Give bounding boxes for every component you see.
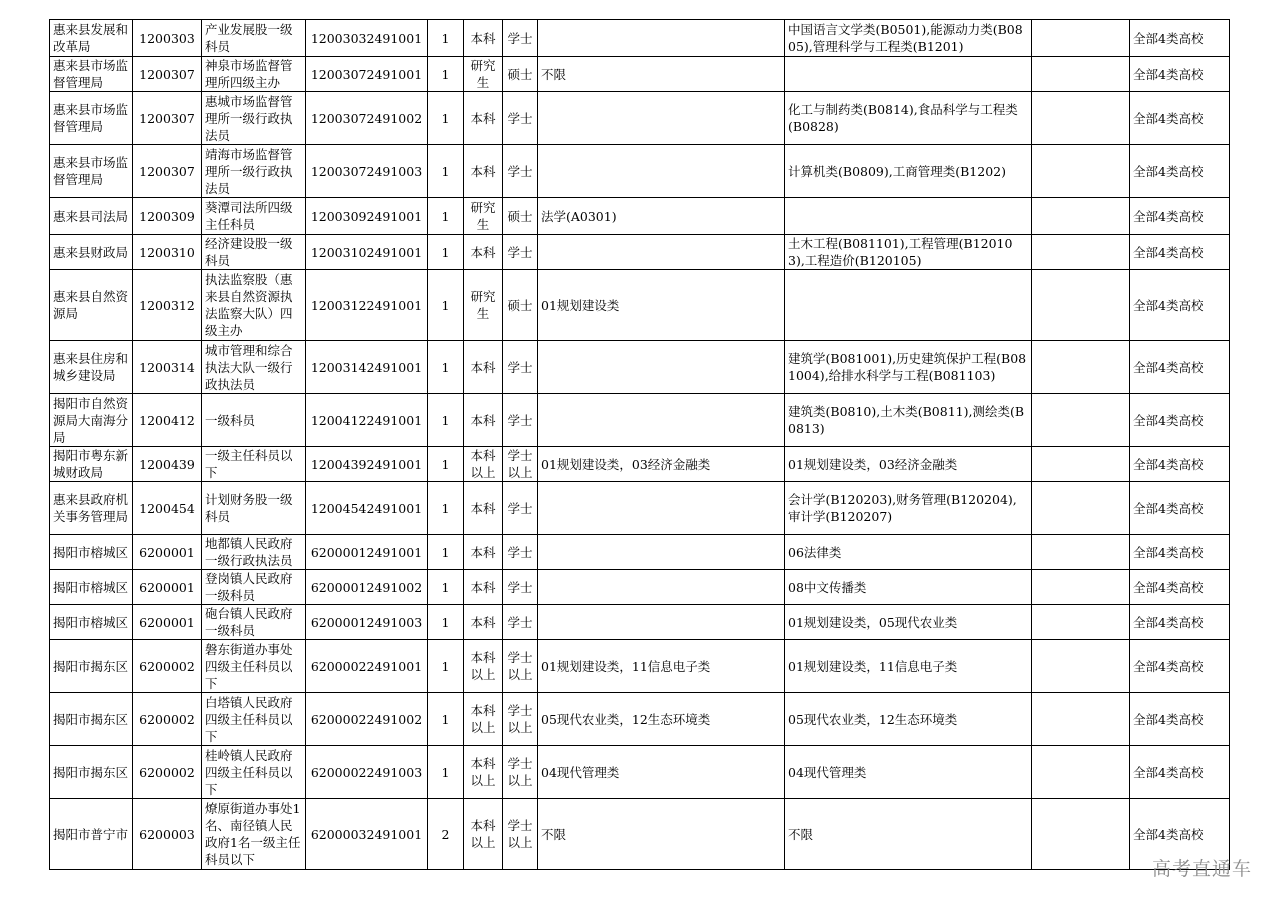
school-cell: 全部4类高校 bbox=[1130, 20, 1230, 57]
school-cell: 全部4类高校 bbox=[1130, 570, 1230, 605]
position-cell: 惠城市场监督管理所一级行政执法员 bbox=[202, 92, 306, 145]
dept-cell: 惠来县住房和城乡建设局 bbox=[50, 341, 133, 394]
undergrad-major-cell: 不限 bbox=[785, 799, 1032, 870]
undergrad-major-cell: 会计学(B120203),财务管理(B120204),审计学(B120207) bbox=[785, 482, 1032, 535]
graduate-major-cell: 法学(A0301) bbox=[538, 198, 785, 235]
dept-cell: 惠来县司法局 bbox=[50, 198, 133, 235]
other-cell bbox=[1032, 198, 1130, 235]
education-cell: 本科 bbox=[464, 570, 503, 605]
graduate-major-cell: 05现代农业类，12生态环境类 bbox=[538, 693, 785, 746]
degree-cell: 学士以上 bbox=[503, 799, 538, 870]
other-cell bbox=[1032, 270, 1130, 341]
position-code-cell: 12003142491001 bbox=[306, 341, 428, 394]
school-cell: 全部4类高校 bbox=[1130, 270, 1230, 341]
code-cell: 1200303 bbox=[133, 20, 202, 57]
other-cell bbox=[1032, 605, 1130, 640]
undergrad-major-cell: 04现代管理类 bbox=[785, 746, 1032, 799]
graduate-major-cell: 不限 bbox=[538, 57, 785, 92]
degree-cell: 学士以上 bbox=[503, 693, 538, 746]
school-cell: 全部4类高校 bbox=[1130, 693, 1230, 746]
other-cell bbox=[1032, 145, 1130, 198]
table-row bbox=[50, 535, 1230, 570]
position-code-cell: 62000012491001 bbox=[306, 535, 428, 570]
education-cell: 本科 bbox=[464, 92, 503, 145]
dept-cell: 惠来县政府机关事务管理局 bbox=[50, 482, 133, 535]
undergrad-major-cell: 建筑学(B081001),历史建筑保护工程(B081004),给排水科学与工程(B081103) bbox=[785, 341, 1032, 394]
degree-cell: 学士以上 bbox=[503, 640, 538, 693]
education-cell: 本科以上 bbox=[464, 447, 503, 482]
code-cell: 6200002 bbox=[133, 746, 202, 799]
table-row bbox=[50, 570, 1230, 605]
degree-cell: 学士以上 bbox=[503, 447, 538, 482]
dept-cell: 揭阳市榕城区 bbox=[50, 605, 133, 640]
code-cell: 1200454 bbox=[133, 482, 202, 535]
count-cell: 1 bbox=[428, 535, 464, 570]
undergrad-major-cell: 计算机类(B0809),工商管理类(B1202) bbox=[785, 145, 1032, 198]
count-cell: 1 bbox=[428, 570, 464, 605]
table-row bbox=[50, 693, 1230, 746]
code-cell: 1200439 bbox=[133, 447, 202, 482]
education-cell: 本科 bbox=[464, 235, 503, 270]
other-cell bbox=[1032, 57, 1130, 92]
graduate-major-cell bbox=[538, 341, 785, 394]
table-row bbox=[50, 235, 1230, 270]
graduate-major-cell: 04现代管理类 bbox=[538, 746, 785, 799]
undergrad-major-cell: 01规划建设类，11信息电子类 bbox=[785, 640, 1032, 693]
position-code-cell: 12003072491003 bbox=[306, 145, 428, 198]
code-cell: 1200412 bbox=[133, 394, 202, 447]
code-cell: 6200002 bbox=[133, 640, 202, 693]
education-cell: 研究生 bbox=[464, 57, 503, 92]
degree-cell: 学士 bbox=[503, 394, 538, 447]
graduate-major-cell bbox=[538, 482, 785, 535]
undergrad-major-cell: 08中文传播类 bbox=[785, 570, 1032, 605]
position-code-cell: 12003102491001 bbox=[306, 235, 428, 270]
other-cell bbox=[1032, 535, 1130, 570]
education-cell: 本科 bbox=[464, 482, 503, 535]
school-cell: 全部4类高校 bbox=[1130, 605, 1230, 640]
table-row bbox=[50, 746, 1230, 799]
position-cell: 桂岭镇人民政府四级主任科员以下 bbox=[202, 746, 306, 799]
count-cell: 2 bbox=[428, 799, 464, 870]
position-code-cell: 62000032491001 bbox=[306, 799, 428, 870]
position-code-cell: 12004392491001 bbox=[306, 447, 428, 482]
table-row bbox=[50, 20, 1230, 57]
undergrad-major-cell bbox=[785, 198, 1032, 235]
undergrad-major-cell: 05现代农业类，12生态环境类 bbox=[785, 693, 1032, 746]
positions-table bbox=[49, 19, 1230, 870]
position-cell: 计划财务股一级科员 bbox=[202, 482, 306, 535]
degree-cell: 学士以上 bbox=[503, 746, 538, 799]
graduate-major-cell bbox=[538, 394, 785, 447]
graduate-major-cell bbox=[538, 570, 785, 605]
table-row bbox=[50, 447, 1230, 482]
school-cell: 全部4类高校 bbox=[1130, 145, 1230, 198]
count-cell: 1 bbox=[428, 447, 464, 482]
graduate-major-cell bbox=[538, 92, 785, 145]
position-cell: 地都镇人民政府一级行政执法员 bbox=[202, 535, 306, 570]
count-cell: 1 bbox=[428, 270, 464, 341]
table-row bbox=[50, 145, 1230, 198]
other-cell bbox=[1032, 394, 1130, 447]
position-code-cell: 12004122491001 bbox=[306, 394, 428, 447]
table-row bbox=[50, 270, 1230, 341]
undergrad-major-cell: 01规划建设类，05现代农业类 bbox=[785, 605, 1032, 640]
other-cell bbox=[1032, 799, 1130, 870]
education-cell: 本科以上 bbox=[464, 640, 503, 693]
dept-cell: 惠来县发展和改革局 bbox=[50, 20, 133, 57]
count-cell: 1 bbox=[428, 145, 464, 198]
code-cell: 1200309 bbox=[133, 198, 202, 235]
degree-cell: 学士 bbox=[503, 482, 538, 535]
degree-cell: 学士 bbox=[503, 235, 538, 270]
count-cell: 1 bbox=[428, 235, 464, 270]
graduate-major-cell bbox=[538, 605, 785, 640]
position-code-cell: 62000012491002 bbox=[306, 570, 428, 605]
degree-cell: 学士 bbox=[503, 145, 538, 198]
dept-cell: 惠来县市场监督管理局 bbox=[50, 92, 133, 145]
undergrad-major-cell bbox=[785, 270, 1032, 341]
position-cell: 神泉市场监督管理所四级主办 bbox=[202, 57, 306, 92]
count-cell: 1 bbox=[428, 20, 464, 57]
table-row bbox=[50, 198, 1230, 235]
other-cell bbox=[1032, 570, 1130, 605]
undergrad-major-cell: 土木工程(B081101),工程管理(B120103),工程造价(B120105) bbox=[785, 235, 1032, 270]
degree-cell: 学士 bbox=[503, 341, 538, 394]
degree-cell: 硕士 bbox=[503, 57, 538, 92]
degree-cell: 学士 bbox=[503, 570, 538, 605]
code-cell: 6200003 bbox=[133, 799, 202, 870]
education-cell: 研究生 bbox=[464, 198, 503, 235]
dept-cell: 揭阳市揭东区 bbox=[50, 746, 133, 799]
graduate-major-cell: 01规划建设类，03经济金融类 bbox=[538, 447, 785, 482]
count-cell: 1 bbox=[428, 57, 464, 92]
position-cell: 燎原街道办事处1名、南径镇人民政府1名一级主任科员以下 bbox=[202, 799, 306, 870]
school-cell: 全部4类高校 bbox=[1130, 394, 1230, 447]
education-cell: 本科 bbox=[464, 394, 503, 447]
undergrad-major-cell: 化工与制药类(B0814),食品科学与工程类(B0828) bbox=[785, 92, 1032, 145]
other-cell bbox=[1032, 640, 1130, 693]
position-cell: 磐东街道办事处四级主任科员以下 bbox=[202, 640, 306, 693]
code-cell: 6200002 bbox=[133, 693, 202, 746]
education-cell: 本科以上 bbox=[464, 693, 503, 746]
dept-cell: 揭阳市榕城区 bbox=[50, 570, 133, 605]
education-cell: 本科以上 bbox=[464, 746, 503, 799]
code-cell: 6200001 bbox=[133, 605, 202, 640]
school-cell: 全部4类高校 bbox=[1130, 799, 1230, 870]
position-code-cell: 62000022491002 bbox=[306, 693, 428, 746]
undergrad-major-cell bbox=[785, 57, 1032, 92]
code-cell: 1200307 bbox=[133, 145, 202, 198]
count-cell: 1 bbox=[428, 394, 464, 447]
graduate-major-cell: 01规划建设类 bbox=[538, 270, 785, 341]
dept-cell: 惠来县市场监督管理局 bbox=[50, 57, 133, 92]
education-cell: 本科以上 bbox=[464, 799, 503, 870]
position-code-cell: 62000012491003 bbox=[306, 605, 428, 640]
school-cell: 全部4类高校 bbox=[1130, 535, 1230, 570]
education-cell: 本科 bbox=[464, 535, 503, 570]
position-code-cell: 12003092491001 bbox=[306, 198, 428, 235]
other-cell bbox=[1032, 20, 1130, 57]
other-cell bbox=[1032, 235, 1130, 270]
table-row bbox=[50, 799, 1230, 870]
position-cell: 城市管理和综合执法大队一级行政执法员 bbox=[202, 341, 306, 394]
undergrad-major-cell: 中国语言文学类(B0501),能源动力类(B0805),管理科学与工程类(B1201) bbox=[785, 20, 1032, 57]
position-code-cell: 12003072491001 bbox=[306, 57, 428, 92]
position-code-cell: 12004542491001 bbox=[306, 482, 428, 535]
table-row bbox=[50, 92, 1230, 145]
graduate-major-cell: 01规划建设类，11信息电子类 bbox=[538, 640, 785, 693]
code-cell: 1200314 bbox=[133, 341, 202, 394]
dept-cell: 揭阳市自然资源局大南海分局 bbox=[50, 394, 133, 447]
degree-cell: 学士 bbox=[503, 20, 538, 57]
other-cell bbox=[1032, 341, 1130, 394]
graduate-major-cell bbox=[538, 235, 785, 270]
degree-cell: 硕士 bbox=[503, 198, 538, 235]
education-cell: 本科 bbox=[464, 20, 503, 57]
school-cell: 全部4类高校 bbox=[1130, 746, 1230, 799]
school-cell: 全部4类高校 bbox=[1130, 198, 1230, 235]
code-cell: 1200312 bbox=[133, 270, 202, 341]
table-row bbox=[50, 605, 1230, 640]
dept-cell: 揭阳市揭东区 bbox=[50, 640, 133, 693]
count-cell: 1 bbox=[428, 482, 464, 535]
education-cell: 研究生 bbox=[464, 270, 503, 341]
other-cell bbox=[1032, 693, 1130, 746]
position-cell: 经济建设股一级科员 bbox=[202, 235, 306, 270]
table-row bbox=[50, 482, 1230, 535]
other-cell bbox=[1032, 92, 1130, 145]
position-cell: 产业发展股一级科员 bbox=[202, 20, 306, 57]
position-cell: 白塔镇人民政府四级主任科员以下 bbox=[202, 693, 306, 746]
undergrad-major-cell: 06法律类 bbox=[785, 535, 1032, 570]
school-cell: 全部4类高校 bbox=[1130, 235, 1230, 270]
degree-cell: 学士 bbox=[503, 92, 538, 145]
other-cell bbox=[1032, 746, 1130, 799]
dept-cell: 揭阳市普宁市 bbox=[50, 799, 133, 870]
education-cell: 本科 bbox=[464, 145, 503, 198]
school-cell: 全部4类高校 bbox=[1130, 447, 1230, 482]
dept-cell: 惠来县自然资源局 bbox=[50, 270, 133, 341]
school-cell: 全部4类高校 bbox=[1130, 341, 1230, 394]
dept-cell: 揭阳市粤东新城财政局 bbox=[50, 447, 133, 482]
school-cell: 全部4类高校 bbox=[1130, 92, 1230, 145]
position-cell: 砲台镇人民政府一级科员 bbox=[202, 605, 306, 640]
dept-cell: 揭阳市揭东区 bbox=[50, 693, 133, 746]
position-cell: 登岗镇人民政府一级科员 bbox=[202, 570, 306, 605]
education-cell: 本科 bbox=[464, 341, 503, 394]
table-row bbox=[50, 57, 1230, 92]
code-cell: 1200310 bbox=[133, 235, 202, 270]
graduate-major-cell bbox=[538, 145, 785, 198]
watermark: 高考直通车 bbox=[1151, 858, 1252, 880]
school-cell: 全部4类高校 bbox=[1130, 57, 1230, 92]
count-cell: 1 bbox=[428, 640, 464, 693]
position-code-cell: 62000022491003 bbox=[306, 746, 428, 799]
school-cell: 全部4类高校 bbox=[1130, 482, 1230, 535]
dept-cell: 惠来县财政局 bbox=[50, 235, 133, 270]
count-cell: 1 bbox=[428, 92, 464, 145]
school-cell: 全部4类高校 bbox=[1130, 640, 1230, 693]
position-code-cell: 12003122491001 bbox=[306, 270, 428, 341]
position-cell: 葵潭司法所四级主任科员 bbox=[202, 198, 306, 235]
position-code-cell: 62000022491001 bbox=[306, 640, 428, 693]
undergrad-major-cell: 建筑类(B0810),土木类(B0811),测绘类(B0813) bbox=[785, 394, 1032, 447]
position-code-cell: 12003032491001 bbox=[306, 20, 428, 57]
code-cell: 1200307 bbox=[133, 92, 202, 145]
position-cell: 靖海市场监督管理所一级行政执法员 bbox=[202, 145, 306, 198]
undergrad-major-cell: 01规划建设类，03经济金融类 bbox=[785, 447, 1032, 482]
code-cell: 1200307 bbox=[133, 57, 202, 92]
table-row bbox=[50, 341, 1230, 394]
degree-cell: 学士 bbox=[503, 535, 538, 570]
position-cell: 一级科员 bbox=[202, 394, 306, 447]
graduate-major-cell bbox=[538, 535, 785, 570]
count-cell: 1 bbox=[428, 341, 464, 394]
dept-cell: 惠来县市场监督管理局 bbox=[50, 145, 133, 198]
other-cell bbox=[1032, 482, 1130, 535]
dept-cell: 揭阳市榕城区 bbox=[50, 535, 133, 570]
position-cell: 执法监察股（惠来县自然资源执法监察大队）四级主办 bbox=[202, 270, 306, 341]
other-cell bbox=[1032, 447, 1130, 482]
position-code-cell: 12003072491002 bbox=[306, 92, 428, 145]
count-cell: 1 bbox=[428, 605, 464, 640]
count-cell: 1 bbox=[428, 746, 464, 799]
degree-cell: 硕士 bbox=[503, 270, 538, 341]
table-row bbox=[50, 640, 1230, 693]
position-cell: 一级主任科员以下 bbox=[202, 447, 306, 482]
count-cell: 1 bbox=[428, 198, 464, 235]
code-cell: 6200001 bbox=[133, 535, 202, 570]
education-cell: 本科 bbox=[464, 605, 503, 640]
count-cell: 1 bbox=[428, 693, 464, 746]
table-row bbox=[50, 394, 1230, 447]
graduate-major-cell: 不限 bbox=[538, 799, 785, 870]
degree-cell: 学士 bbox=[503, 605, 538, 640]
code-cell: 6200001 bbox=[133, 570, 202, 605]
graduate-major-cell bbox=[538, 20, 785, 57]
